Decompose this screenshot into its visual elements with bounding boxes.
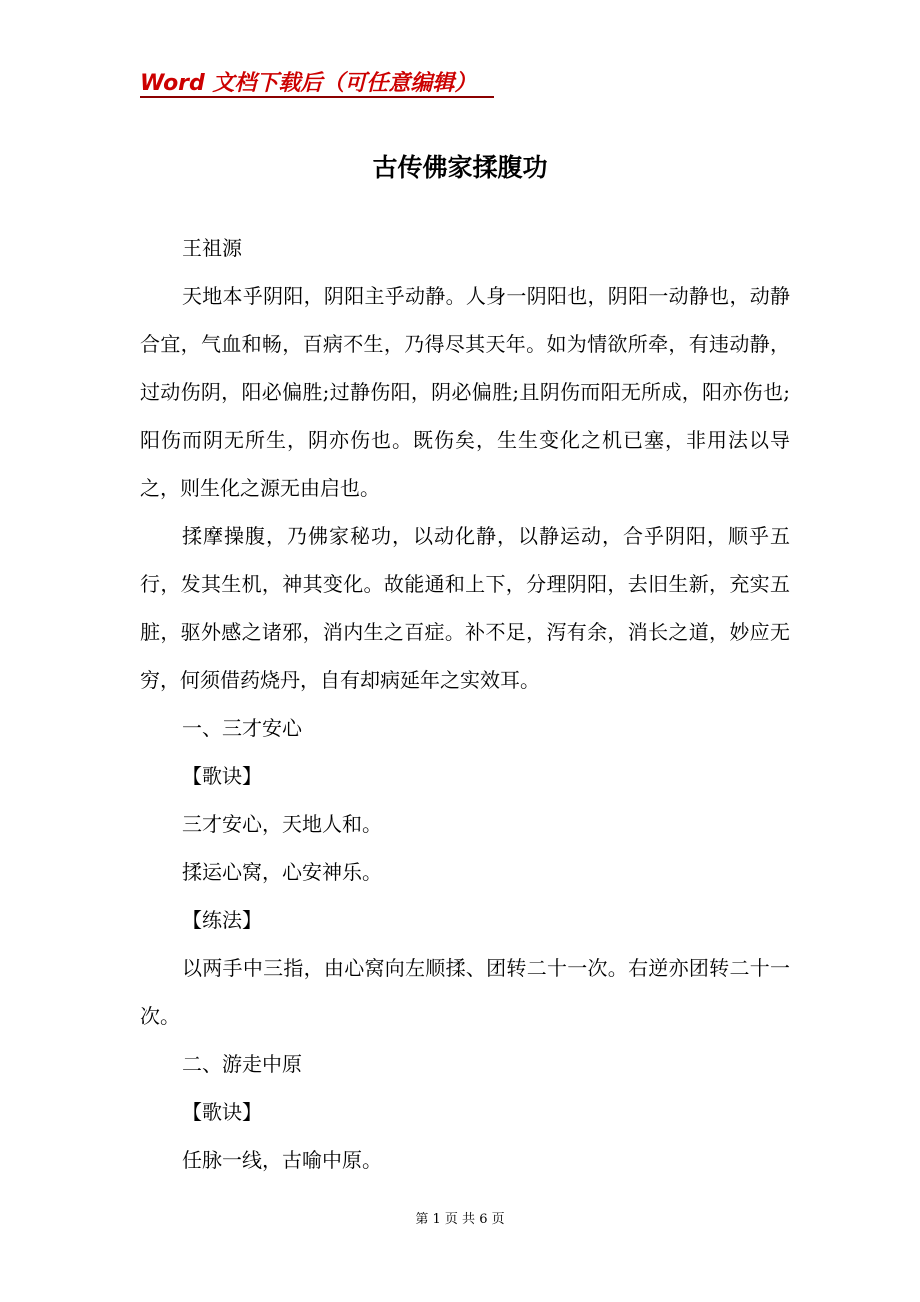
paragraph: 三才安心，天地人和。 — [182, 812, 382, 836]
paragraph: 揉摩操腹，乃佛家秘功，以动化静，以静运动，合乎阴阳，顺乎五行，发其生机，神其变化。故能通和上下，分理阴阳，去旧生新，充实五脏，驱外感之诸邪，消内生之百症。补不足，泻有余，消长之道，妙应无穷，何须借药烧丹，自有却病延年之实效耳。 — [140, 524, 790, 692]
header-text: Word 文档下载后（可任意编辑） — [140, 71, 477, 96]
paragraph: 任脉一线，古喻中原。 — [182, 1148, 382, 1172]
subheading: 【歌诀】 — [182, 764, 262, 788]
author-line: 王祖源 — [182, 236, 242, 260]
subheading: 【歌诀】 — [182, 1100, 262, 1124]
document-title: 古传佛家揉腹功 — [372, 153, 548, 182]
paragraph: 以两手中三指，由心窝向左顺揉、团转二十一次。右逆亦团转二十一次。 — [140, 956, 790, 1028]
page-footer: 第 1 页 共 6 页 — [415, 1212, 505, 1227]
document-header — [140, 62, 494, 98]
document-body — [140, 224, 790, 1184]
paragraph: 天地本乎阴阳，阴阳主乎动静。人身一阴阳也，阴阳一动静也，动静合宜，气血和畅，百病不生，乃得尽其天年。如为情欲所牵，有违动静，过动伤阴，阳必偏胜;过静伤阳，阴必偏胜;且阴伤而阳无所成，阳亦伤也;阳伤而阴无所生，阴亦伤也。既伤矣，生生变化之机已塞，非用法以导之，则生化之源无由启也。 — [140, 284, 790, 500]
subheading: 【练法】 — [182, 908, 262, 932]
paragraph: 揉运心窝，心安神乐。 — [182, 860, 382, 884]
section-heading: 二、游走中原 — [182, 1052, 302, 1076]
section-heading: 一、三才安心 — [182, 716, 302, 740]
